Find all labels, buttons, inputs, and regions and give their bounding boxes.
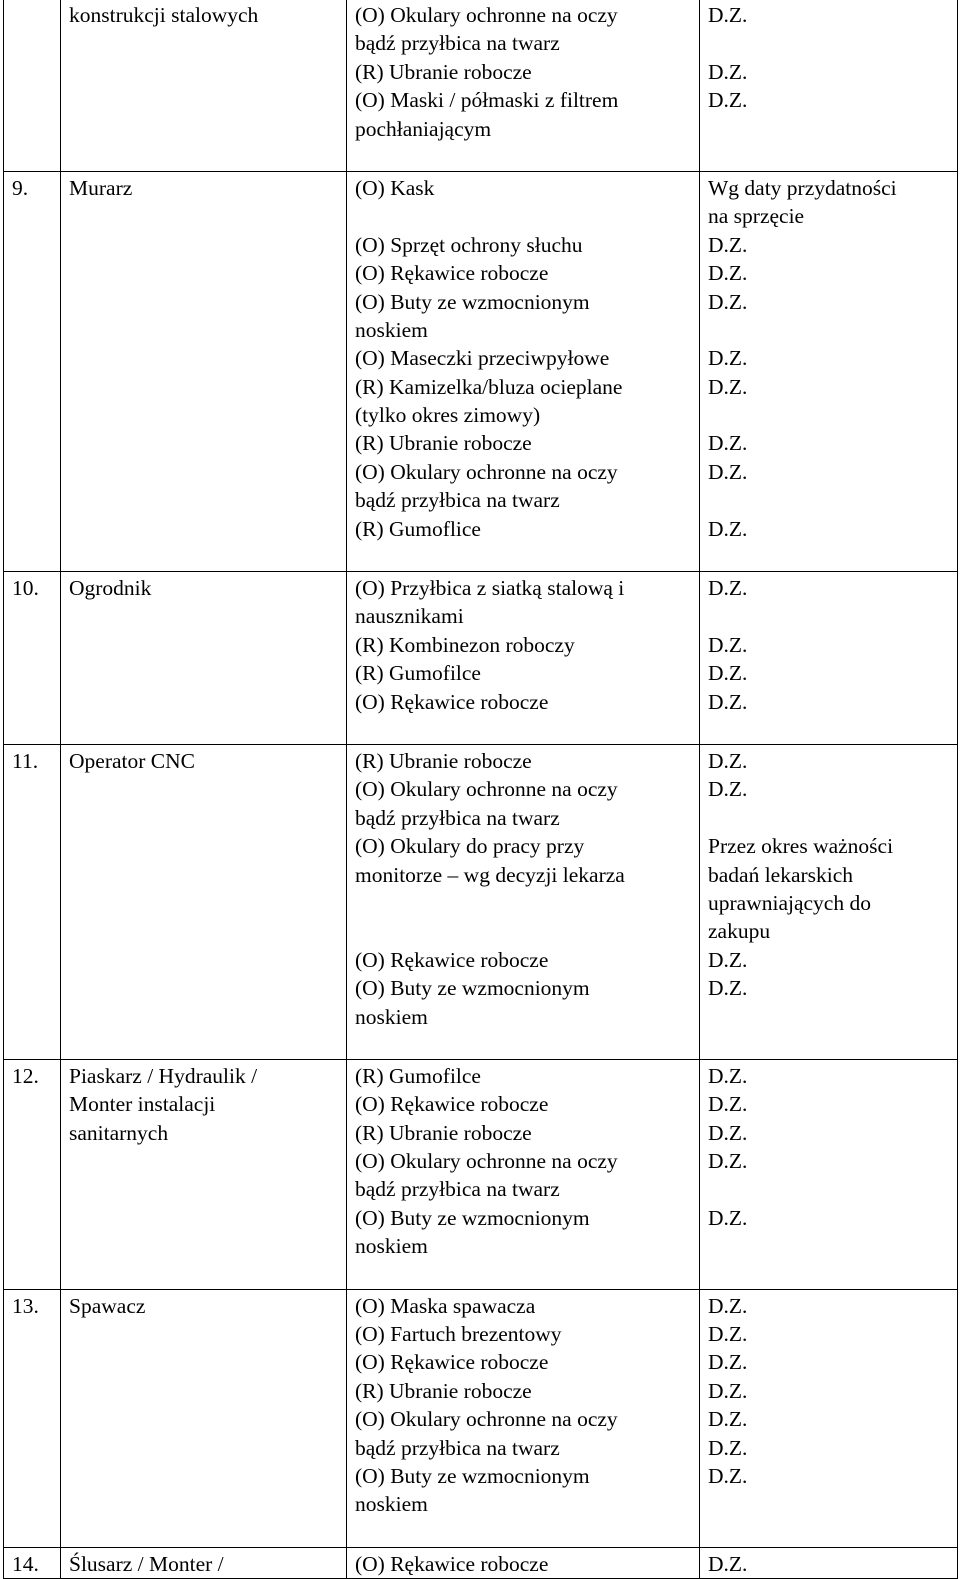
equipment-line: (O) Okulary ochronne na oczy xyxy=(355,1407,618,1432)
equipment-line: (O) Buty ze wzmocnionym xyxy=(355,289,590,314)
usage-period-line: na sprzęcie xyxy=(708,204,805,229)
usage-period-line: uprawniających do xyxy=(708,890,871,915)
job-title-cell xyxy=(61,0,347,171)
equipment-line: (R) Ubranie robocze xyxy=(355,1120,532,1145)
usage-period-line: D.Z. xyxy=(708,88,748,113)
table-row xyxy=(4,744,958,1059)
equipment-cell xyxy=(347,572,700,745)
usage-period-line: D.Z. xyxy=(708,1120,748,1145)
equipment-line: (O) Buty ze wzmocnionym xyxy=(355,1463,590,1488)
equipment-line: (O) Maseczki przeciwpyłowe xyxy=(355,346,610,371)
row-number: 11. xyxy=(12,748,39,773)
equipment-line: (O) Rękawice robocze xyxy=(355,261,549,286)
equipment-line: (O) Rękawice robocze xyxy=(355,1551,549,1576)
equipment-line: (O) Okulary ochronne na oczy xyxy=(355,3,618,27)
table-row xyxy=(4,1289,958,1547)
usage-period-line xyxy=(708,401,951,429)
usage-period-line xyxy=(708,1232,951,1260)
equipment-line: (R) Gumofilce xyxy=(355,661,481,686)
usage-period-line xyxy=(708,1490,951,1518)
job-title-line: Ogrodnik xyxy=(69,576,152,601)
row-number: 12. xyxy=(12,1063,39,1088)
usage-period-line: D.Z. xyxy=(708,1293,748,1318)
usage-period-line: D.Z. xyxy=(708,346,748,371)
equipment-line xyxy=(355,889,693,917)
usage-period-cell xyxy=(700,1289,958,1547)
usage-period-cell xyxy=(700,1059,958,1289)
row-number-cell xyxy=(4,1059,61,1289)
equipment-line: (tylko okres zimowy) xyxy=(355,403,541,428)
equipment-line: (O) Buty ze wzmocnionym xyxy=(355,976,590,1001)
equipment-line: (R) Kamizelka/bluza ocieplane xyxy=(355,374,623,399)
usage-period-cell xyxy=(700,0,958,171)
equipment-cell xyxy=(347,171,700,571)
usage-period-line: D.Z. xyxy=(708,289,748,314)
usage-period-line: D.Z. xyxy=(708,947,748,972)
table-row xyxy=(4,0,958,171)
table-body xyxy=(4,0,958,1579)
usage-period-line: D.Z. xyxy=(708,1149,748,1174)
job-title-cell xyxy=(61,171,347,571)
job-title-cell xyxy=(61,744,347,1059)
equipment-line: noskiem xyxy=(355,1004,428,1029)
equipment-line: bądź przyłbica na twarz xyxy=(355,31,560,56)
equipment-line: (O) Maska spawacza xyxy=(355,1293,536,1318)
equipment-line: (R) Ubranie robocze xyxy=(355,748,532,773)
job-title-line: Piaskarz / Hydraulik / xyxy=(69,1063,258,1088)
equipment-line: (R) Gumofilce xyxy=(355,1063,481,1088)
row-number: 14. xyxy=(12,1551,39,1576)
equipment-cell xyxy=(347,1289,700,1547)
equipment-line: (O) Sprzęt ochrony słuchu xyxy=(355,232,583,257)
usage-period-line: D.Z. xyxy=(708,1435,748,1460)
usage-period-line: D.Z. xyxy=(708,232,748,257)
equipment-line: pochłaniającym xyxy=(355,116,492,141)
usage-period-line xyxy=(708,1003,951,1031)
equipment-line: bądź przyłbica na twarz xyxy=(355,1177,560,1202)
equipment-line: (R) Ubranie robocze xyxy=(355,431,532,456)
table-row xyxy=(4,1547,958,1578)
usage-period-line: D.Z. xyxy=(708,1092,748,1117)
row-number: 9. xyxy=(12,175,29,200)
job-title-line: sanitarnych xyxy=(69,1120,169,1145)
usage-period-line: badań lekarskich xyxy=(708,862,854,887)
equipment-cell xyxy=(347,0,700,171)
row-number-cell xyxy=(4,0,61,171)
table-row xyxy=(4,171,958,571)
usage-period-line: D.Z. xyxy=(708,3,748,27)
usage-period-line: D.Z. xyxy=(708,459,748,484)
equipment-line: bądź przyłbica na twarz xyxy=(355,488,560,513)
usage-period-line: D.Z. xyxy=(708,516,748,541)
ppe-allocation-table xyxy=(3,0,958,1579)
equipment-line: (O) Okulary do pracy przy xyxy=(355,834,585,859)
usage-period-line: D.Z. xyxy=(708,1350,748,1375)
equipment-line: noskiem xyxy=(355,317,428,342)
usage-period-line: D.Z. xyxy=(708,576,748,601)
row-number-cell xyxy=(4,1547,61,1578)
usage-period-line xyxy=(708,1175,951,1203)
usage-period-line: D.Z. xyxy=(708,748,748,773)
equipment-cell xyxy=(347,1547,700,1578)
row-number: 10. xyxy=(12,576,39,601)
usage-period-line: D.Z. xyxy=(708,976,748,1001)
equipment-line: (O) Okulary ochronne na oczy xyxy=(355,459,618,484)
usage-period-line: D.Z. xyxy=(708,1551,748,1576)
equipment-line: (O) Maski / półmaski z filtrem xyxy=(355,88,619,113)
row-number xyxy=(12,1,54,29)
job-title-line: Operator CNC xyxy=(69,748,195,773)
equipment-line: (R) Ubranie robocze xyxy=(355,1378,532,1403)
equipment-line xyxy=(355,202,693,230)
equipment-line: (O) Kask xyxy=(355,175,435,200)
equipment-line: (R) Gumoflice xyxy=(355,516,481,541)
usage-period-line: Przez okres ważności xyxy=(708,834,894,859)
usage-period-line xyxy=(708,602,951,630)
equipment-cell xyxy=(347,744,700,1059)
usage-period-line: D.Z. xyxy=(708,632,748,657)
job-title-line: Ślusarz / Monter / xyxy=(69,1551,224,1576)
usage-period-line: D.Z. xyxy=(708,59,748,84)
row-number-cell xyxy=(4,744,61,1059)
usage-period-line: D.Z. xyxy=(708,1322,748,1347)
equipment-line: (R) Kombinezon roboczy xyxy=(355,632,575,657)
usage-period-line: D.Z. xyxy=(708,374,748,399)
job-title-line: Monter instalacji xyxy=(69,1092,216,1117)
job-title-cell xyxy=(61,1547,347,1578)
table-row xyxy=(4,1059,958,1289)
usage-period-line xyxy=(708,115,951,143)
usage-period-line xyxy=(708,486,951,514)
job-title-cell xyxy=(61,1289,347,1547)
job-title-cell xyxy=(61,572,347,745)
usage-period-line xyxy=(708,316,951,344)
usage-period-line: D.Z. xyxy=(708,1463,748,1488)
equipment-line: (O) Przyłbica z siatką stalową i xyxy=(355,576,625,601)
equipment-line: (O) Rękawice robocze xyxy=(355,1092,549,1117)
usage-period-line: D.Z. xyxy=(708,1407,748,1432)
equipment-line: (O) Rękawice robocze xyxy=(355,1350,549,1375)
usage-period-line: D.Z. xyxy=(708,661,748,686)
usage-period-line: D.Z. xyxy=(708,1205,748,1230)
usage-period-line: D.Z. xyxy=(708,777,748,802)
usage-period-cell xyxy=(700,572,958,745)
row-number-cell xyxy=(4,171,61,571)
equipment-line: (O) Okulary ochronne na oczy xyxy=(355,1149,618,1174)
equipment-line: noskiem xyxy=(355,1234,428,1259)
usage-period-line: D.Z. xyxy=(708,261,748,286)
equipment-line: (O) Rękawice robocze xyxy=(355,947,549,972)
equipment-cell xyxy=(347,1059,700,1289)
row-number-cell xyxy=(4,1289,61,1547)
job-title-line: konstrukcji stalowych xyxy=(69,3,259,27)
usage-period-line: zakupu xyxy=(708,919,771,944)
equipment-line: (O) Rękawice robocze xyxy=(355,689,549,714)
equipment-line xyxy=(355,917,693,945)
equipment-line: bądź przyłbica na twarz xyxy=(355,1435,560,1460)
equipment-line: (O) Buty ze wzmocnionym xyxy=(355,1205,590,1230)
row-number-cell xyxy=(4,572,61,745)
usage-period-line xyxy=(708,29,951,57)
equipment-line: nausznikami xyxy=(355,604,464,629)
equipment-line: monitorze – wg decyzji lekarza xyxy=(355,862,625,887)
job-title-line: Spawacz xyxy=(69,1293,146,1318)
usage-period-cell xyxy=(700,1547,958,1578)
usage-period-line xyxy=(708,804,951,832)
usage-period-line: Wg daty przydatności xyxy=(708,175,897,200)
equipment-line: (O) Okulary ochronne na oczy xyxy=(355,777,618,802)
equipment-line: (O) Fartuch brezentowy xyxy=(355,1322,562,1347)
usage-period-line: D.Z. xyxy=(708,1378,748,1403)
table-row xyxy=(4,572,958,745)
job-title-cell xyxy=(61,1059,347,1289)
usage-period-line: D.Z. xyxy=(708,431,748,456)
usage-period-line: D.Z. xyxy=(708,689,748,714)
job-title-line: Murarz xyxy=(69,175,133,200)
usage-period-line: D.Z. xyxy=(708,1063,748,1088)
equipment-line: noskiem xyxy=(355,1492,428,1517)
equipment-line: (R) Ubranie robocze xyxy=(355,59,532,84)
row-number: 13. xyxy=(12,1293,39,1318)
usage-period-cell xyxy=(700,171,958,571)
usage-period-cell xyxy=(700,744,958,1059)
equipment-line: bądź przyłbica na twarz xyxy=(355,805,560,830)
